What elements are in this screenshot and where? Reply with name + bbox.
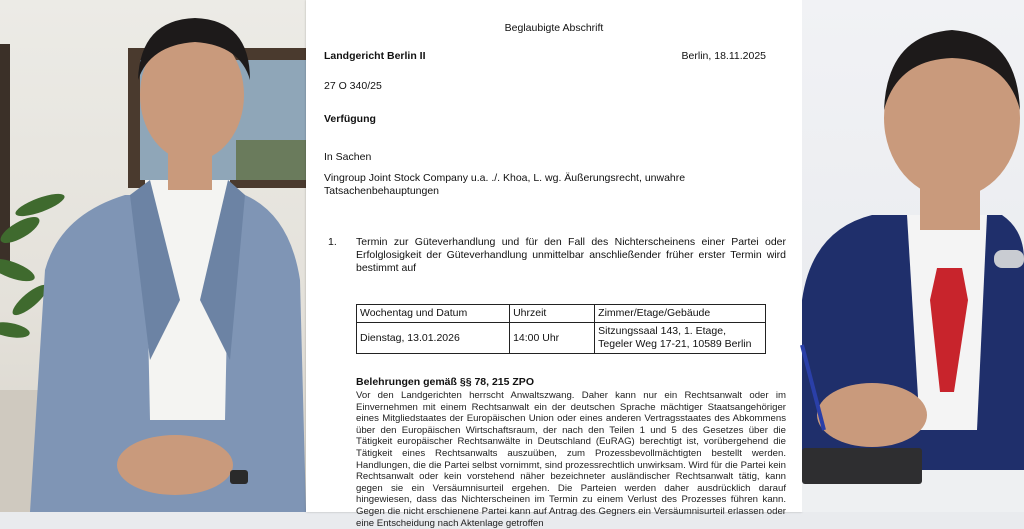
- hand-right: [817, 383, 927, 447]
- court-document: [306, 0, 802, 529]
- photo-left-illustration: [0, 0, 306, 512]
- photo-right-man-navy-suit: [802, 0, 1024, 512]
- parties-line-1: Vingroup Joint Stock Company u.a. ./. Khoa, L. wg. Äußerungsrecht, unwahre: [324, 172, 686, 184]
- court-name: Landgericht Berlin II: [324, 50, 426, 62]
- belehrungen-title: Belehrungen gemäß §§ 78, 215 ZPO: [356, 376, 534, 388]
- cell-time: 14:00 Uhr: [510, 323, 595, 354]
- schedule-header-row: [357, 305, 766, 323]
- cell-date: Dienstag, 13.01.2026: [357, 323, 510, 354]
- room-line-2: Tegeler Weg 17-21, 10589 Berlin: [598, 338, 752, 350]
- city-date: Berlin, 18.11.2025: [681, 50, 766, 62]
- case-number: 27 O 340/25: [324, 80, 382, 92]
- photo-left-man-gray-suit: [0, 0, 306, 512]
- document-header: Beglaubigte Abschrift: [504, 22, 604, 34]
- schedule-row: [357, 323, 766, 354]
- header-date: Wochentag und Datum: [357, 305, 510, 323]
- photo-right-illustration: [802, 0, 1024, 512]
- belehrungen-text: Vor den Landgerichten herrscht Anwaltszwang. Daher kann nur ein Rechtsanwalt oder im Einvernehmen mit einem Rechtsanwalt ein der deutschen Sprache mächtiger Staatsangehöriger eines Mitgliedstaates der Europäischen Union oder eines anderen Vertragsstaates des Abkommens über den Europäischen Wirtschaftsraum, der nach den Teilen 1 und 5 des Gesetzes über die Tätigkeit europäischer Rechtsanwälte in Deutschland (EuRAG) berechtigt ist, vorübergehend die Tätigkeit eines Rechtsanwalts auszuüben, zum Prozessbevollmächtigten bestellt werden. Handlungen, die die Partei selbst vornimmt, sind prozessrechtlich unwirksam. Wird für die Partei kein Rechtsanwalt oder kein vorstehend näher bezeichneter ausländischer Rechtsanwalt tätig, kann gegen sie ein Versäumnisurteil ergehen. Die Parteien werden daher ausdrücklich darauf hingewiesen, dass das Nichterscheinen im Termin zu einem Verlust des Prozesses führen kann. Gegen die nicht erschienene Partei kann auf Antrag des Gegners ein Versäumnisurteil erlassen oder eine Entscheidung nach Aktenlage getroffen: [356, 390, 786, 529]
- parties-line-2: Tatsachenbehauptungen: [324, 185, 440, 197]
- document-title: Verfügung: [324, 113, 376, 125]
- header-time: Uhrzeit: [510, 305, 595, 323]
- clasped-hands: [117, 435, 233, 495]
- schedule-table: [356, 304, 766, 354]
- cell-room: [595, 323, 766, 354]
- item-text: Termin zur Güteverhandlung und für den Fall des Nichterscheinens einer Partei oder Erfolglosigkeit der Güteverhandlung unmittelbar anschließender früher erster Termin wird bestimmt auf: [356, 236, 786, 274]
- item-number: 1.: [328, 236, 337, 248]
- in-sachen-label: In Sachen: [324, 151, 372, 163]
- device: [802, 448, 922, 484]
- microphone: [994, 250, 1024, 268]
- room-line-1: Sitzungssaal 143, 1. Etage,: [598, 325, 726, 337]
- header-room: Zimmer/Etage/Gebäude: [595, 305, 766, 323]
